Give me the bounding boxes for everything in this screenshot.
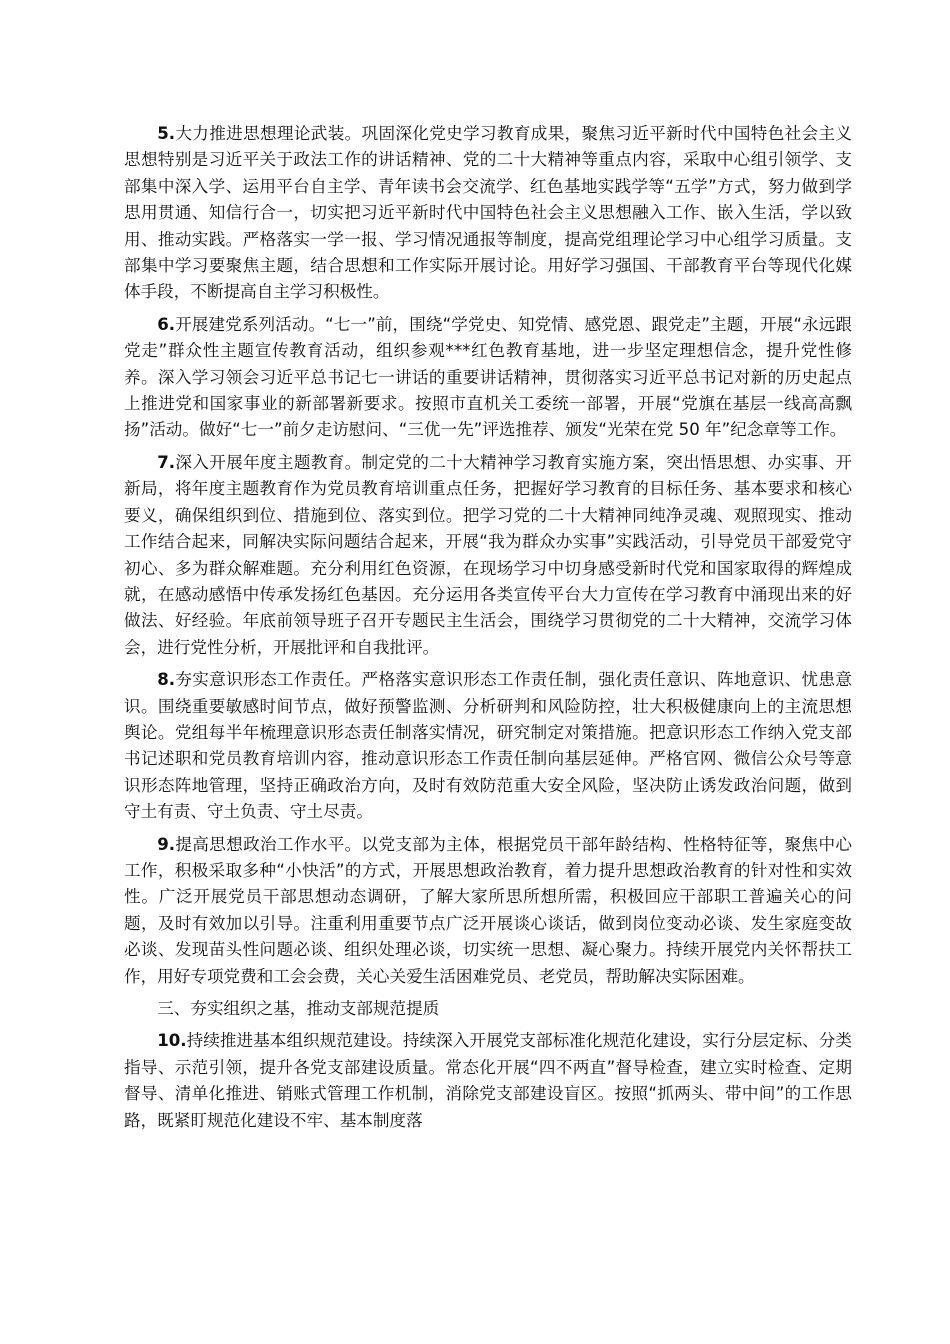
paragraph-text: 提高思想政治工作水平。以党支部为主体，根据党员干部年龄结构、性格特征等，聚焦中心工作，积极采取多种“小快活”的方式，开展思想政治教育，着力提升思想政治教育的针对性和实效性。广泛开展党员干部思想动态调研，了解大家所思所想所需，积极回应干部职工普遍关心的问题，及时有效加以引导。注重利用重要节点广泛开展谈心谈话，做到岗位变动必谈、发生家庭变故必谈、发现苗头性问题必谈、组织处理必谈，切实统一思想、凝心聚力。持续开展党内关怀帮扶工作，用好专项党费和工会会费，关心关爱生活困难党员、老党员，帮助解决实际困难。 [124,834,852,986]
paragraph-9 [124,832,852,990]
paragraph-number: 7. [157,452,176,472]
paragraph-text: 大力推进思想理论武装。巩固深化党史学习教育成果，聚焦习近平新时代中国特色社会主义思想特别是习近平关于政法工作的讲话精神、党的二十大精神等重点内容，采取中心组引领学、支部集中深入学、运用平台自主学、青年读书会交流学、红色基地实践学等“五学”方式，努力做到学思用贯通、知信行合一，切实把习近平新时代中国特色社会主义思想融入工作、嵌入生活，学以致用、推动实践。严格落实一学一报、学习情况通报等制度，提高党组理论学习中心组学习质量。支部集中学习要聚焦主题，结合思想和工作实际开展讨论。用好学习强国、干部教育平台等现代化媒体手段，不断提高自主学习积极性。 [124,124,852,302]
paragraph-5 [124,121,852,306]
paragraph-number: 5. [157,124,176,143]
paragraph-text: 夯实意识形态工作责任。严格落实意识形态工作责任制，强化责任意识、阵地意识、忧患意识。围绕重要敏感时间节点，做好预警监测、分析研判和风险防控，壮大积极健康向上的主流思想舆论。党组每半年梳理意识形态责任制落实情况，研究制定对策措施。把意识形态工作纳入党支部书记述职和党员教育培训内容，推动意识形态工作责任制向基层延伸。严格官网、微信公众号等意识形态阵地管理，坚持正确政治方向，及时有效防范重大安全风险，坚决防止诱发政治问题，做到守土有责、守土负责、守土尽责。 [124,670,852,822]
paragraph-10 [124,1028,852,1134]
paragraph-text: 开展建党系列活动。“七一”前，围绕“学党史、知党情、感党恩、跟党走”主题，开展“永远跟党走”群众性主题宣传教育活动，组织参观***红色教育基地，进一步坚定理想信念，提升党性修养。深入学习领会习近平总书记七一讲话的重要讲话精神，贯彻落实习近平总书记对新的历史起点上推进党和国家事业的新部署新要求。按照市直机关工委统一部署，开展“党旗在基层一线高高飘扬”活动。做好“七一”前夕走访慰问、“三优一先”评选推荐、颁发“光荣在党 50 年”纪念章等工作。 [124,314,852,440]
paragraph-6 [124,312,852,444]
paragraph-number: 10. [157,1031,187,1051]
paragraph-number: 6. [157,314,176,334]
document-body [124,121,852,1140]
paragraph-text: 持续推进基本组织规范建设。持续深入开展党支部标准化规范化建设，实行分层定标、分类指导、示范引领，提升各党支部建设质量。常态化开展“四不两直”督导检查，建立实时检查、定期督导、清单化推进、销账式管理工作机制，消除党支部建设盲区。按照“抓两头、带中间”的工作思路，既紧盯规范化建设不牢、基本制度落 [124,1031,852,1130]
paragraph-number: 8. [157,670,176,690]
paragraph-number: 9. [157,834,176,854]
paragraph-8 [124,667,852,825]
section-heading: 三、夯实组织之基，推动支部规范提质 [157,999,440,1018]
paragraph-text: 深入开展年度主题教育。制定党的二十大精神学习教育实施方案，突出悟思想、办实事、开新局，将年度主题教育作为党员教育培训重点任务，把握好学习教育的目标任务、基本要求和核心要义，确保组织到位、措施到位、落实到位。把学习党的二十大精神同纯净灵魂、观照现实、推动工作结合起来，同解决实际问题结合起来，开展“我为群众办实事”实践活动，引导党员干部爱党守初心、多为群众解难题。充分利用红色资源，在现场学习中切身感受新时代党和国家取得的辉煌成就，在感动感悟中传承发扬红色基因。充分运用各类宣传平台大力宣传在学习教育中涌现出来的好做法、好经验。年底前领导班子召开专题民主生活会，围绕学习贯彻党的二十大精神，交流学习体会，进行党性分析，开展批评和自我批评。 [124,452,852,657]
paragraph-7 [124,450,852,661]
